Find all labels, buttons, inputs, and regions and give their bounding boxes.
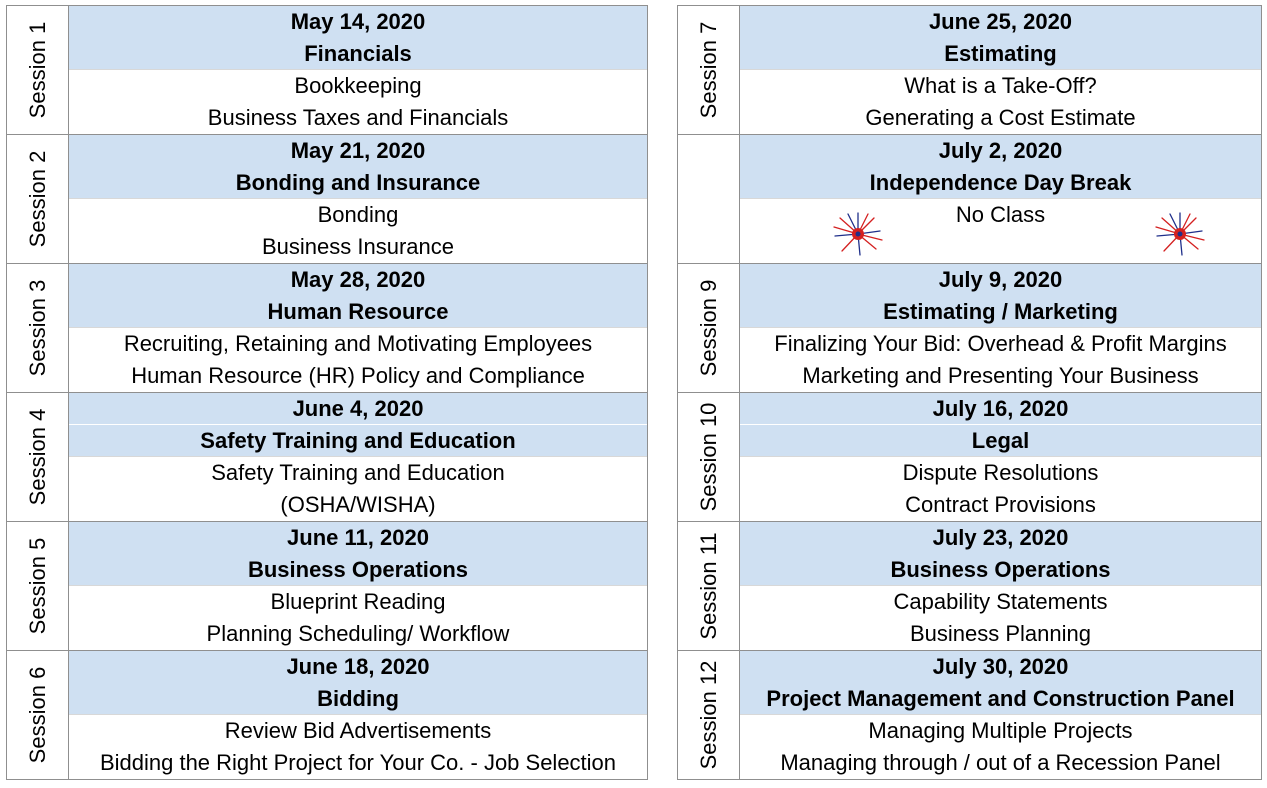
session-item: Managing Multiple Projects <box>868 718 1133 743</box>
session-date: July 2, 2020 <box>938 137 1063 163</box>
firework-icon <box>830 209 886 259</box>
session-header <box>69 651 647 714</box>
session-header <box>69 264 647 327</box>
session-label-cell <box>678 651 740 779</box>
schedule-column-right <box>677 5 1262 780</box>
session-row <box>677 522 1262 651</box>
session-topic: Safety Training and Education <box>69 424 647 456</box>
session-body <box>740 198 1261 263</box>
session-label: Session 9 <box>695 279 721 377</box>
session-item: Contract Provisions <box>905 492 1096 517</box>
session-topic: Bidding <box>317 685 399 711</box>
session-item: Finalizing Your Bid: Overhead & Profit Margins <box>774 331 1227 356</box>
session-item: Bookkeeping <box>294 73 422 98</box>
session-body <box>69 714 647 779</box>
session-item: Recruiting, Retaining and Motivating Employees <box>123 331 593 356</box>
session-item: Planning Scheduling/ Workflow <box>206 621 510 646</box>
session-header <box>69 6 647 69</box>
session-header <box>740 522 1261 585</box>
session-body <box>740 585 1261 650</box>
schedule-column-left <box>6 5 648 780</box>
session-item: Generating a Cost Estimate <box>865 105 1136 130</box>
session-date: July 16, 2020 <box>932 396 1069 421</box>
session-date: July 9, 2020 <box>938 266 1063 292</box>
session-body <box>69 69 647 134</box>
session-label: Session 6 <box>24 666 50 764</box>
session-item: Capability Statements <box>893 589 1108 614</box>
session-header <box>69 522 647 585</box>
session-topic: Business Operations <box>890 556 1111 582</box>
session-item: (OSHA/WISHA) <box>280 492 436 517</box>
session-header <box>69 135 647 198</box>
session-topic: Human Resource <box>267 298 449 324</box>
session-label-cell <box>678 393 740 521</box>
session-label-cell <box>7 522 69 650</box>
session-header <box>69 393 647 456</box>
session-item: Business Planning <box>909 621 1091 646</box>
firework-icon <box>1152 209 1208 259</box>
session-label: Session 2 <box>24 150 50 248</box>
session-topic: Legal <box>740 424 1261 456</box>
session-row <box>6 5 648 135</box>
session-item: Dispute Resolutions <box>902 460 1099 485</box>
session-item: Managing through / out of a Recession Panel <box>780 750 1221 775</box>
session-row <box>677 264 1262 393</box>
session-body <box>740 456 1261 521</box>
session-label: Session 10 <box>695 402 721 512</box>
session-body <box>740 69 1261 134</box>
session-body <box>69 198 647 263</box>
session-item: Bidding the Right Project for Your Co. - Job Selection <box>99 750 617 775</box>
session-label-cell <box>7 264 69 392</box>
session-row <box>6 264 648 393</box>
session-body <box>740 714 1261 779</box>
session-item: Review Bid Advertisements <box>224 718 492 743</box>
session-item: Marketing and Presenting Your Business <box>802 363 1199 388</box>
session-label: Session 5 <box>24 537 50 635</box>
session-item: Blueprint Reading <box>270 589 446 614</box>
session-header <box>740 651 1261 714</box>
session-label: Session 11 <box>695 532 721 640</box>
session-body <box>69 585 647 650</box>
session-row <box>6 393 648 522</box>
session-item: Safety Training and Education <box>211 460 505 485</box>
session-item: Bonding <box>317 202 399 227</box>
session-item: No Class <box>955 202 1046 227</box>
session-label-cell <box>7 651 69 779</box>
session-row <box>677 651 1262 780</box>
session-label-cell <box>678 135 740 263</box>
session-label: Session 3 <box>24 279 50 377</box>
session-date: May 28, 2020 <box>290 266 426 292</box>
session-label-cell <box>678 6 740 134</box>
session-date: June 4, 2020 <box>292 396 424 421</box>
session-label: Session 7 <box>695 21 721 119</box>
session-body <box>69 456 647 521</box>
session-item: Business Taxes and Financials <box>207 105 509 130</box>
session-header <box>740 6 1261 69</box>
session-label-cell <box>7 135 69 263</box>
session-topic: Business Operations <box>247 556 469 582</box>
session-row <box>6 135 648 264</box>
session-label: Session 1 <box>24 21 50 119</box>
session-topic: Estimating / Marketing <box>883 298 1118 324</box>
session-row <box>677 5 1262 135</box>
session-row <box>677 135 1262 264</box>
session-body <box>69 327 647 392</box>
session-date: June 18, 2020 <box>286 653 430 679</box>
session-date: June 25, 2020 <box>928 8 1073 34</box>
session-date: June 11, 2020 <box>287 524 429 550</box>
session-body <box>740 327 1261 392</box>
session-header <box>740 393 1261 456</box>
session-label: Session 4 <box>24 408 50 506</box>
session-topic: Estimating <box>944 40 1057 66</box>
session-row <box>6 651 648 780</box>
session-header <box>740 135 1261 198</box>
session-label-cell <box>678 522 740 650</box>
session-header <box>740 264 1261 327</box>
session-topic: Project Management and Construction Panel <box>766 685 1235 711</box>
session-item: Human Resource (HR) Policy and Compliance <box>131 363 585 388</box>
session-label: Session 12 <box>695 660 721 770</box>
session-item: Business Insurance <box>262 234 454 259</box>
session-date: July 30, 2020 <box>932 653 1069 679</box>
session-date: May 21, 2020 <box>290 137 426 163</box>
session-item: What is a Take-Off? <box>904 73 1097 98</box>
session-label-cell <box>7 6 69 134</box>
session-row <box>677 393 1262 522</box>
session-topic: Financials <box>304 40 412 66</box>
session-label-cell <box>7 393 69 521</box>
session-label-cell <box>678 264 740 392</box>
session-topic: Bonding and Insurance <box>235 169 481 195</box>
session-date: July 23, 2020 <box>932 524 1069 550</box>
session-row <box>6 522 648 651</box>
session-date: May 14, 2020 <box>290 8 426 34</box>
session-topic: Independence Day Break <box>869 169 1132 195</box>
